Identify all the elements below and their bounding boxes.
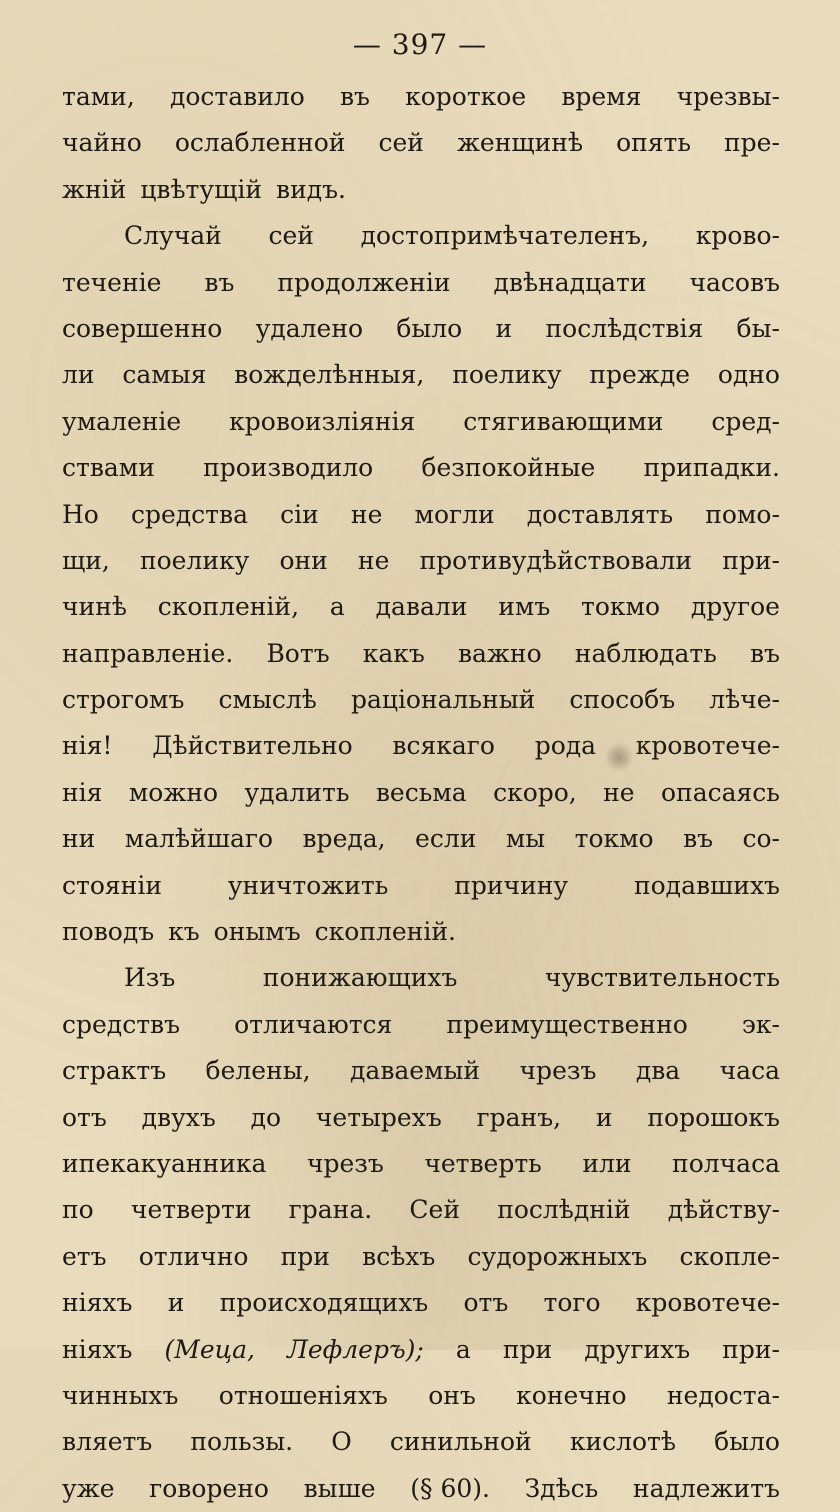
word: вожделѣнныя,: [234, 360, 425, 390]
word: весьма: [375, 777, 467, 807]
word: не: [603, 777, 635, 807]
word: наблюдать: [574, 638, 717, 668]
word: доставило: [169, 82, 305, 111]
text-line: [62, 74, 780, 120]
word: рода: [534, 731, 597, 761]
word: поелику: [139, 545, 250, 575]
word: смыслѣ: [218, 685, 317, 715]
text-line: [62, 1187, 780, 1233]
text-line: [62, 538, 780, 584]
word: Сей: [409, 1195, 460, 1225]
word: и: [595, 1102, 613, 1132]
word: скопле-: [679, 1241, 780, 1271]
word: чинѣ: [62, 592, 127, 622]
word: щи,: [62, 545, 110, 575]
word: не: [350, 499, 383, 529]
word: короткое: [405, 82, 527, 111]
word: судорожныхъ: [467, 1241, 648, 1271]
word: какъ: [362, 638, 425, 668]
word: въ: [749, 638, 780, 668]
text-line: [62, 677, 780, 723]
text-line: [62, 1095, 780, 1141]
word: ствами: [62, 453, 155, 483]
word: лѣче-: [709, 685, 780, 715]
word: способъ: [569, 685, 676, 715]
word: имъ: [498, 592, 551, 622]
word: стояніи: [62, 870, 162, 900]
word: мы: [505, 824, 546, 854]
word: средства: [130, 499, 248, 529]
word: двухъ: [141, 1102, 216, 1132]
word: опасаясь: [661, 777, 780, 807]
word: Дѣйствительно: [152, 731, 353, 761]
ink-stain: [606, 740, 632, 774]
word: отъ: [62, 1102, 107, 1132]
word: (Меца,: [164, 1334, 255, 1364]
word: видъ.: [276, 174, 346, 204]
word: конечно: [516, 1380, 627, 1410]
word: полчаса: [672, 1148, 780, 1178]
word: ли: [62, 360, 95, 390]
word: другое: [690, 592, 780, 622]
word: въ: [339, 82, 370, 111]
word: одно: [717, 360, 780, 390]
word: доставлять: [526, 499, 674, 529]
word: подавшихъ: [633, 870, 780, 900]
word: средствъ: [62, 1009, 181, 1039]
word: ніяхъ: [62, 1288, 133, 1318]
word: сей: [268, 221, 314, 251]
word: при: [502, 1334, 553, 1364]
word: белены,: [205, 1056, 311, 1086]
text-line: [62, 816, 780, 862]
word: чинныхъ: [62, 1380, 179, 1410]
text-line: [62, 584, 780, 630]
word: они: [279, 545, 328, 575]
word: грана.: [288, 1195, 373, 1225]
word: нія: [62, 777, 103, 807]
word: при-: [722, 545, 780, 575]
word: цвѣтущій: [140, 174, 262, 204]
word: жній: [62, 174, 127, 204]
word: пре-: [724, 128, 780, 158]
word: Лефлеръ);: [287, 1334, 424, 1364]
word: уничтожить: [227, 870, 389, 900]
word: часовъ: [689, 267, 780, 297]
word: чрезвы-: [676, 82, 780, 111]
word: направленіе.: [62, 638, 234, 668]
word: скопленій,: [157, 592, 300, 622]
text-line: [62, 167, 780, 213]
word: время: [561, 82, 642, 111]
word: при-: [722, 1334, 780, 1364]
word: два: [635, 1056, 681, 1086]
word: умаленіе: [62, 406, 182, 436]
text-line: [62, 1466, 780, 1512]
word: производило: [203, 453, 374, 483]
word: было: [714, 1427, 780, 1457]
text-line: [62, 306, 780, 352]
word: не: [357, 545, 390, 575]
word: можно: [128, 777, 219, 807]
word: происходящихъ: [219, 1288, 429, 1318]
body-text: [62, 74, 780, 1512]
text-line: [62, 1141, 780, 1187]
word: другихъ: [584, 1334, 691, 1364]
word: въ: [683, 824, 714, 854]
word: того: [543, 1288, 601, 1318]
word: удалить: [244, 777, 350, 807]
word: теченіе: [62, 267, 162, 297]
word: кровотече-: [635, 1288, 780, 1318]
word: кровоизліянія: [229, 406, 416, 436]
text-line: [62, 631, 780, 677]
word: къ: [168, 917, 200, 947]
word: а: [329, 592, 345, 622]
word: помо-: [705, 499, 780, 529]
word: сред-: [711, 406, 780, 436]
word: порошокъ: [647, 1102, 780, 1132]
word: было: [396, 313, 463, 343]
word: отъ: [463, 1288, 509, 1318]
word: до: [250, 1102, 282, 1132]
word: Вотъ: [266, 638, 330, 668]
word: а: [455, 1334, 471, 1364]
word: давали: [375, 592, 468, 622]
word: отличаются: [234, 1009, 393, 1039]
text-line: [62, 120, 780, 166]
word: самыя: [122, 360, 207, 390]
word: всѣхъ: [362, 1241, 436, 1271]
word: и: [167, 1288, 185, 1318]
text-line: [62, 260, 780, 306]
text-line: [62, 863, 780, 909]
word: недоста-: [666, 1380, 780, 1410]
word: сіи: [280, 499, 319, 529]
word: ослабленной: [174, 128, 346, 158]
word: чрезъ: [519, 1056, 597, 1086]
word: при: [280, 1241, 330, 1271]
word: дѣйству-: [667, 1195, 780, 1225]
word: етъ: [62, 1241, 107, 1271]
word: эк-: [741, 1009, 780, 1039]
word: безпокойные: [421, 453, 596, 483]
word: преимущественно: [446, 1009, 688, 1039]
word: противудѣйствовали: [419, 545, 693, 575]
word: токмо: [581, 592, 661, 622]
word: выше: [303, 1473, 376, 1503]
word: въ: [204, 267, 235, 297]
word: ніяхъ: [62, 1334, 133, 1364]
text-line: [62, 1002, 780, 1048]
word: крово-: [695, 221, 780, 251]
word: послѣдній: [497, 1195, 631, 1225]
word: кровотече-: [635, 731, 780, 761]
word: четырехъ: [315, 1102, 442, 1132]
word: О: [331, 1427, 352, 1457]
text-line: [62, 1373, 780, 1419]
text-line: [62, 213, 780, 259]
word: строгомъ: [62, 685, 185, 715]
word: продолженіи: [277, 267, 451, 297]
word: женщинѣ: [456, 128, 584, 158]
text-line: [62, 1419, 780, 1465]
word: всякаго: [392, 731, 495, 761]
page-number: — 397 —: [352, 28, 488, 61]
word: или: [582, 1148, 632, 1178]
word: токмо: [574, 824, 654, 854]
word: уже: [62, 1473, 115, 1503]
text-line: [62, 492, 780, 538]
word: синильной: [389, 1427, 532, 1457]
word: пользы.: [190, 1427, 294, 1457]
text-line: [62, 399, 780, 445]
word: поелику: [452, 360, 562, 390]
word: ни: [62, 824, 96, 854]
word: отлично: [138, 1241, 249, 1271]
word: гранъ,: [476, 1102, 562, 1132]
word: понижающихъ: [262, 963, 458, 993]
word: скоро,: [493, 777, 577, 807]
word: стягивающими: [463, 406, 664, 436]
text-line: [62, 1048, 780, 1094]
word: Но: [62, 499, 99, 529]
word: кислотѣ: [569, 1427, 676, 1457]
word: онымъ: [213, 917, 301, 947]
word: нія!: [62, 731, 113, 761]
word: поводъ: [62, 917, 155, 947]
word: достопримѣчателенъ,: [360, 221, 650, 251]
text-line: [62, 723, 780, 769]
word: по: [62, 1195, 94, 1225]
word: Изъ: [124, 963, 176, 993]
word: (§ 60).: [410, 1473, 490, 1503]
text-line: [62, 770, 780, 816]
word: даваемый: [350, 1056, 481, 1086]
word: страктъ: [62, 1056, 167, 1086]
word: вляетъ: [62, 1427, 153, 1457]
word: чувствительность: [544, 963, 780, 993]
word: сей: [378, 128, 424, 158]
text-line: [62, 909, 780, 955]
word: малѣйшаго: [124, 824, 274, 854]
word: прежде: [589, 360, 691, 390]
word: опять: [616, 128, 691, 158]
word: четверть: [424, 1148, 542, 1178]
word: говорено: [149, 1473, 269, 1503]
word: и: [495, 313, 513, 343]
word: Случай: [124, 221, 222, 251]
text-line: [62, 955, 780, 1001]
word: чрезъ: [306, 1148, 384, 1178]
word: онъ: [428, 1380, 476, 1410]
word: отношеніяхъ: [218, 1380, 388, 1410]
word: надлежитъ: [632, 1473, 780, 1503]
text-line: [62, 445, 780, 491]
word: тами,: [62, 82, 135, 111]
word: двѣнадцати: [493, 267, 647, 297]
word: могли: [414, 499, 495, 529]
word: важно: [457, 638, 542, 668]
word: вреда,: [302, 824, 386, 854]
word: четверти: [130, 1195, 252, 1225]
word: если: [415, 824, 477, 854]
word: часа: [719, 1056, 780, 1086]
word: послѣдствія: [545, 313, 704, 343]
word: раціональный: [350, 685, 536, 715]
text-line: [62, 1280, 780, 1326]
word: ипекакуанника: [62, 1148, 267, 1178]
word: бы-: [736, 313, 780, 343]
word: причину: [454, 870, 569, 900]
word: Здѣсь: [524, 1473, 599, 1503]
word: со-: [742, 824, 780, 854]
word: припадки.: [643, 453, 780, 483]
text-line: [62, 1234, 780, 1280]
word: удалено: [255, 313, 364, 343]
word: скопленій.: [314, 917, 456, 947]
text-line: [62, 352, 780, 398]
word: чайно: [62, 128, 142, 158]
word: совершенно: [62, 313, 223, 343]
